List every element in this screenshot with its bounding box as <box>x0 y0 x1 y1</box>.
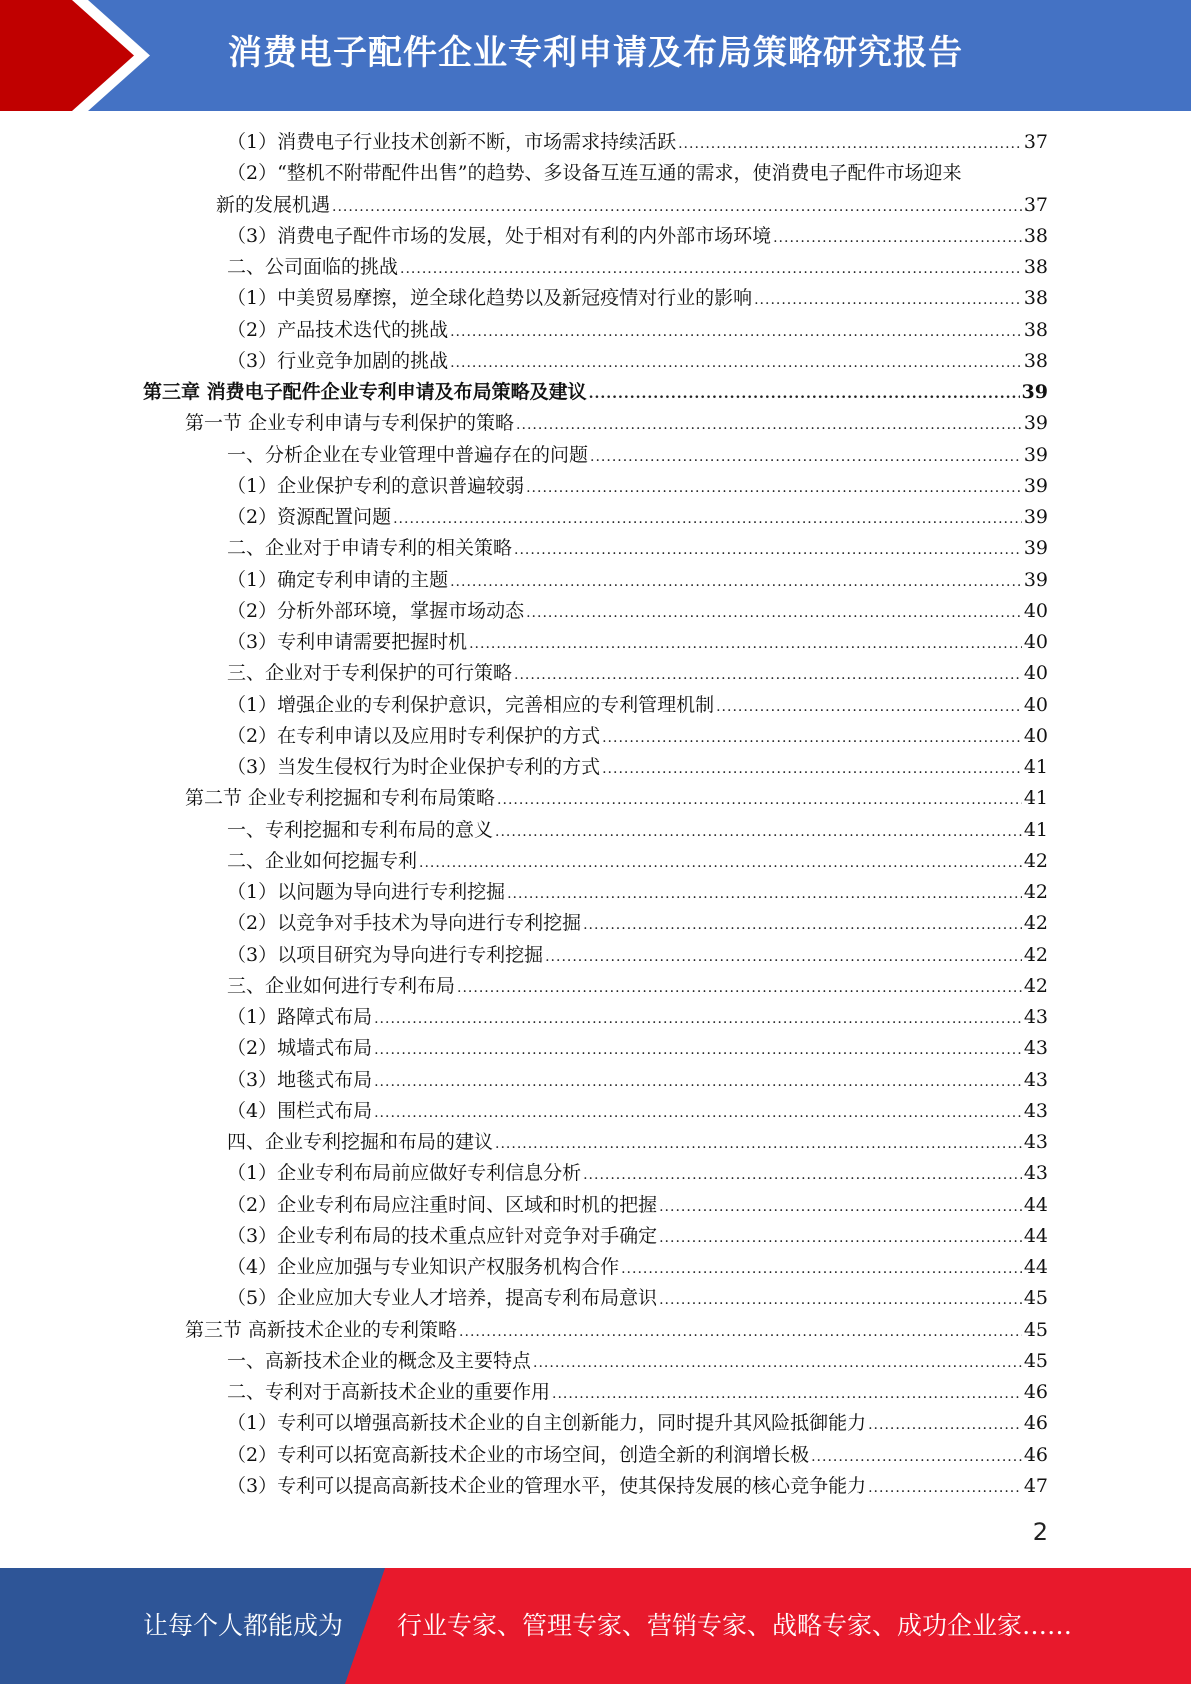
toc-entry-text: （1）增强企业的专利保护意识，完善相应的专利管理机制 <box>227 693 715 716</box>
toc-leader-dots <box>419 848 1022 879</box>
toc-entry-text: （3）企业专利布局的技术重点应针对竞争对手确定 <box>227 1224 658 1247</box>
toc-page-number: 44 <box>1023 1256 1048 1278</box>
toc-entry[interactable] <box>0 815 1191 846</box>
toc-entry-text: （3）专利可以提高高新技术企业的管理水平，使其保持发展的核心竞争能力 <box>227 1474 867 1497</box>
toc-entry-text: 二、专利对于高新技术企业的重要作用 <box>227 1381 551 1403</box>
toc-page-number: 43 <box>1023 1162 1048 1185</box>
toc-page-number: 43 <box>1023 1131 1048 1153</box>
page-header <box>0 0 1191 111</box>
toc-page-number: 39 <box>1023 568 1048 591</box>
toc-entry-text: （1）确定专利申请的主题 <box>227 568 449 591</box>
toc-entry-text: （1）中美贸易摩擦，逆全球化趋势以及新冠疫情对行业的影响 <box>227 287 753 310</box>
toc-leader-dots <box>659 1223 1022 1254</box>
toc-leader-dots <box>507 879 1022 910</box>
toc-page-number: 44 <box>1023 1224 1048 1247</box>
toc-entry[interactable] <box>0 1127 1191 1158</box>
toc-entry-text: （1）企业保护专利的意识普遍较弱 <box>227 474 525 497</box>
toc-entry-text: 二、公司面临的挑战 <box>227 256 399 278</box>
toc-page-number: 44 <box>1023 1193 1048 1216</box>
toc-entry-text: （4）围栏式布局 <box>227 1099 373 1122</box>
toc-leader-dots <box>533 1348 1022 1379</box>
toc-entry-text: 三、企业对于专利保护的可行策略 <box>227 662 513 685</box>
toc-entry[interactable] <box>0 783 1191 814</box>
toc-page-number: 46 <box>1023 1412 1048 1435</box>
toc-entry-text: 第一节 企业专利申请与专利保护的策略 <box>185 412 515 435</box>
toc-leader-dots <box>450 348 1022 379</box>
toc-leader-dots <box>393 504 1022 535</box>
toc-page-number: 39 <box>1023 443 1048 466</box>
toc-entry[interactable] <box>0 1377 1191 1408</box>
toc-entry[interactable] <box>0 1065 1191 1096</box>
toc-entry-text: （3）专利申请需要把握时机 <box>227 631 468 653</box>
toc-entry[interactable] <box>0 377 1191 408</box>
toc-leader-dots <box>868 1473 1022 1504</box>
toc-entry-text: （2）城墙式布局 <box>227 1037 373 1060</box>
toc-entry-text: （3）行业竞争加剧的挑战 <box>227 349 449 372</box>
toc-entry[interactable] <box>0 971 1191 1002</box>
toc-leader-dots <box>754 285 1022 316</box>
toc-entry-text: （1）路障式布局 <box>227 1006 373 1028</box>
toc-entry-text: （3）消费电子配件市场的发展，处于相对有利的内外部市场环境 <box>227 224 772 247</box>
toc-entry-text: 第三章 消费电子配件企业专利申请及布局策略及建议 <box>143 381 587 403</box>
toc-entry[interactable] <box>0 658 1191 689</box>
toc-entry-text: （5）企业应加大专业人才培养，提高专利布局意识 <box>227 1287 658 1310</box>
toc-leader-dots <box>497 785 1022 816</box>
toc-page-number: 42 <box>1023 912 1048 935</box>
toc-leader-dots <box>590 442 1022 473</box>
toc-entry[interactable] <box>0 690 1191 721</box>
toc-leader-dots <box>602 723 1022 754</box>
toc-entry[interactable] <box>0 846 1191 877</box>
report-title: 消费电子配件企业专利申请及布局策略研究报告 <box>228 33 963 73</box>
toc-entry-text: （4）企业应加强与专业知识产权服务机构合作 <box>227 1256 620 1278</box>
toc-leader-dots <box>374 1035 1022 1066</box>
toc-entry-text: （1）消费电子行业技术创新不断，市场需求持续活跃 <box>227 131 677 153</box>
toc-leader-dots <box>374 1098 1022 1129</box>
toc-leader-dots <box>495 1129 1022 1160</box>
toc-entry-text: 二、企业对于申请专利的相关策略 <box>227 537 513 560</box>
toc-entry[interactable] <box>0 908 1191 939</box>
toc-page-number: 40 <box>1023 693 1048 716</box>
toc-leader-dots <box>526 473 1022 504</box>
toc-leader-dots <box>514 535 1022 566</box>
toc-leader-dots <box>469 629 1022 660</box>
toc-entry[interactable] <box>0 596 1191 627</box>
toc-leader-dots <box>552 1379 1022 1410</box>
toc-page-number: 38 <box>1023 256 1048 278</box>
toc-entry[interactable] <box>0 1221 1191 1252</box>
table-of-contents <box>0 127 1191 1502</box>
toc-entry-text: （2）专利可以拓宽高新技术企业的市场空间，创造全新的利润增长极 <box>227 1443 810 1466</box>
toc-entry-text: （1）以问题为导向进行专利挖掘 <box>227 881 506 903</box>
toc-entry[interactable] <box>0 1408 1191 1439</box>
toc-entry-text: （2）分析外部环境，掌握市场动态 <box>227 599 525 622</box>
toc-leader-dots <box>621 1254 1022 1285</box>
toc-entry[interactable] <box>0 565 1191 596</box>
toc-page-number: 38 <box>1023 318 1048 341</box>
toc-leader-dots <box>545 942 1022 973</box>
toc-entry[interactable] <box>0 1096 1191 1127</box>
toc-leader-dots <box>450 567 1022 598</box>
toc-leader-dots <box>659 1285 1022 1316</box>
toc-entry[interactable] <box>0 1346 1191 1377</box>
toc-leader-dots <box>374 1004 1022 1035</box>
toc-entry[interactable] <box>0 471 1191 502</box>
toc-entry-text: （3）以项目研究为导向进行专利挖掘 <box>227 943 544 966</box>
toc-leader-dots <box>400 254 1022 285</box>
toc-page-number: 39 <box>1023 537 1048 560</box>
toc-entry[interactable] <box>0 502 1191 533</box>
footer-slogan-left: 让每个人都能成为 <box>143 1611 344 1640</box>
toc-entry-text: 第二节 企业专利挖掘和专利布局策略 <box>185 787 496 810</box>
toc-entry[interactable] <box>0 1158 1191 1189</box>
footer-slogan-right: 行业专家、管理专家、营销专家、战略专家、成功企业家…… <box>397 1611 1073 1640</box>
toc-page-number: 40 <box>1023 599 1048 622</box>
toc-page-number: 46 <box>1023 1381 1048 1403</box>
toc-leader-dots <box>589 379 1020 410</box>
toc-entry[interactable] <box>0 721 1191 752</box>
toc-entry[interactable] <box>0 1033 1191 1064</box>
toc-entry[interactable] <box>0 1190 1191 1221</box>
toc-page-number: 43 <box>1023 1068 1048 1091</box>
toc-entry[interactable] <box>0 346 1191 377</box>
toc-page-number: 39 <box>1021 381 1048 403</box>
toc-page-number: 41 <box>1023 787 1048 810</box>
toc-page-number: 39 <box>1023 506 1048 528</box>
toc-page-number: 47 <box>1023 1474 1048 1497</box>
toc-page-number: 43 <box>1023 1037 1048 1060</box>
toc-entry-text: （2）资源配置问题 <box>227 506 392 528</box>
toc-entry-text: 第三节 高新技术企业的专利策略 <box>185 1318 458 1341</box>
toc-entry-text: 一、高新技术企业的概念及主要特点 <box>227 1349 532 1372</box>
toc-entry[interactable] <box>0 752 1191 783</box>
toc-page-number: 42 <box>1023 881 1048 903</box>
toc-leader-dots <box>514 660 1022 691</box>
toc-page-number: 39 <box>1023 474 1048 497</box>
toc-leader-dots <box>678 129 1022 160</box>
toc-entry-text: 一、专利挖掘和专利布局的意义 <box>227 818 494 841</box>
toc-leader-dots <box>868 1410 1022 1441</box>
toc-entry-text: （3）地毯式布局 <box>227 1068 373 1091</box>
toc-entry[interactable] <box>0 440 1191 471</box>
toc-entry[interactable] <box>0 940 1191 971</box>
toc-page-number: 40 <box>1023 662 1048 685</box>
toc-entry[interactable] <box>0 1315 1191 1346</box>
toc-entry[interactable] <box>0 627 1191 658</box>
toc-entry[interactable] <box>0 1440 1191 1471</box>
toc-leader-dots <box>332 192 1022 223</box>
toc-leader-dots <box>602 754 1022 785</box>
toc-leader-dots <box>583 910 1022 941</box>
toc-entry-text: （1）企业专利布局前应做好专利信息分析 <box>227 1162 582 1185</box>
toc-entry-text: （2）产品技术迭代的挑战 <box>227 318 449 341</box>
toc-entry[interactable] <box>0 1252 1191 1283</box>
toc-entry-text: 二、企业如何挖掘专利 <box>227 849 418 872</box>
toc-entry[interactable] <box>0 877 1191 908</box>
toc-page-number: 38 <box>1023 224 1048 247</box>
toc-page-number: 38 <box>1023 349 1048 372</box>
toc-page-number: 46 <box>1023 1443 1048 1466</box>
toc-leader-dots <box>457 973 1022 1004</box>
toc-page-number: 45 <box>1023 1349 1048 1372</box>
toc-entry[interactable] <box>0 1471 1191 1502</box>
toc-page-number: 38 <box>1023 287 1048 310</box>
toc-page-number: 45 <box>1023 1318 1048 1341</box>
toc-entry-text: （2）企业专利布局应注重时间、区域和时机的把握 <box>227 1193 658 1216</box>
toc-leader-dots <box>516 410 1022 441</box>
toc-entry-text: 三、企业如何进行专利布局 <box>227 974 456 997</box>
toc-leader-dots <box>811 1442 1022 1473</box>
toc-page-number: 42 <box>1023 943 1048 966</box>
toc-page-number: 37 <box>1023 193 1048 216</box>
toc-entry[interactable] <box>0 315 1191 346</box>
toc-leader-dots <box>495 817 1022 848</box>
toc-entry-text: 四、企业专利挖掘和布局的建议 <box>227 1131 494 1153</box>
toc-entry[interactable] <box>0 252 1191 283</box>
toc-entry-text-continued: 新的发展机遇 <box>216 193 331 216</box>
toc-entry-text: 一、分析企业在专业管理中普遍存在的问题 <box>227 443 589 466</box>
toc-page-number: 41 <box>1023 818 1048 841</box>
toc-leader-dots <box>659 1192 1022 1223</box>
toc-entry[interactable] <box>0 1002 1191 1033</box>
toc-entry-text: （3）当发生侵权行为时企业保护专利的方式 <box>227 756 601 778</box>
toc-entry[interactable] <box>0 408 1191 439</box>
toc-page-number: 37 <box>1023 131 1048 153</box>
toc-page-number: 43 <box>1023 1099 1048 1122</box>
toc-page-number: 45 <box>1023 1287 1048 1310</box>
toc-entry[interactable] <box>0 221 1191 252</box>
toc-page-number: 42 <box>1023 974 1048 997</box>
toc-entry-text: （1）专利可以增强高新技术企业的自主创新能力，同时提升其风险抵御能力 <box>227 1412 867 1435</box>
toc-page-number: 43 <box>1023 1006 1048 1028</box>
toc-page-number: 40 <box>1023 724 1048 747</box>
toc-page-number: 39 <box>1023 412 1048 435</box>
toc-leader-dots <box>526 598 1022 629</box>
toc-entry[interactable] <box>0 1283 1191 1314</box>
toc-leader-dots <box>459 1317 1022 1348</box>
toc-page-number: 40 <box>1023 631 1048 653</box>
toc-entry[interactable] <box>0 158 1191 221</box>
page-number: 2 <box>1032 1518 1048 1546</box>
toc-entry-text: （2）“整机不附带配件出售”的趋势、多设备互连互通的需求，使消费电子配件市场迎来 <box>227 162 962 185</box>
toc-leader-dots <box>374 1067 1022 1098</box>
toc-entry[interactable] <box>0 127 1191 158</box>
toc-leader-dots <box>583 1160 1022 1191</box>
toc-leader-dots <box>773 223 1022 254</box>
toc-page-number: 42 <box>1023 849 1048 872</box>
toc-entry-text: （2）在专利申请以及应用时专利保护的方式 <box>227 724 601 747</box>
toc-entry[interactable] <box>0 533 1191 564</box>
toc-entry-text: （2）以竞争对手技术为导向进行专利挖掘 <box>227 912 582 935</box>
toc-leader-dots <box>716 692 1022 723</box>
toc-page-number: 41 <box>1023 756 1048 778</box>
page-footer <box>0 1568 1191 1684</box>
toc-leader-dots <box>450 317 1022 348</box>
toc-entry[interactable] <box>0 283 1191 314</box>
